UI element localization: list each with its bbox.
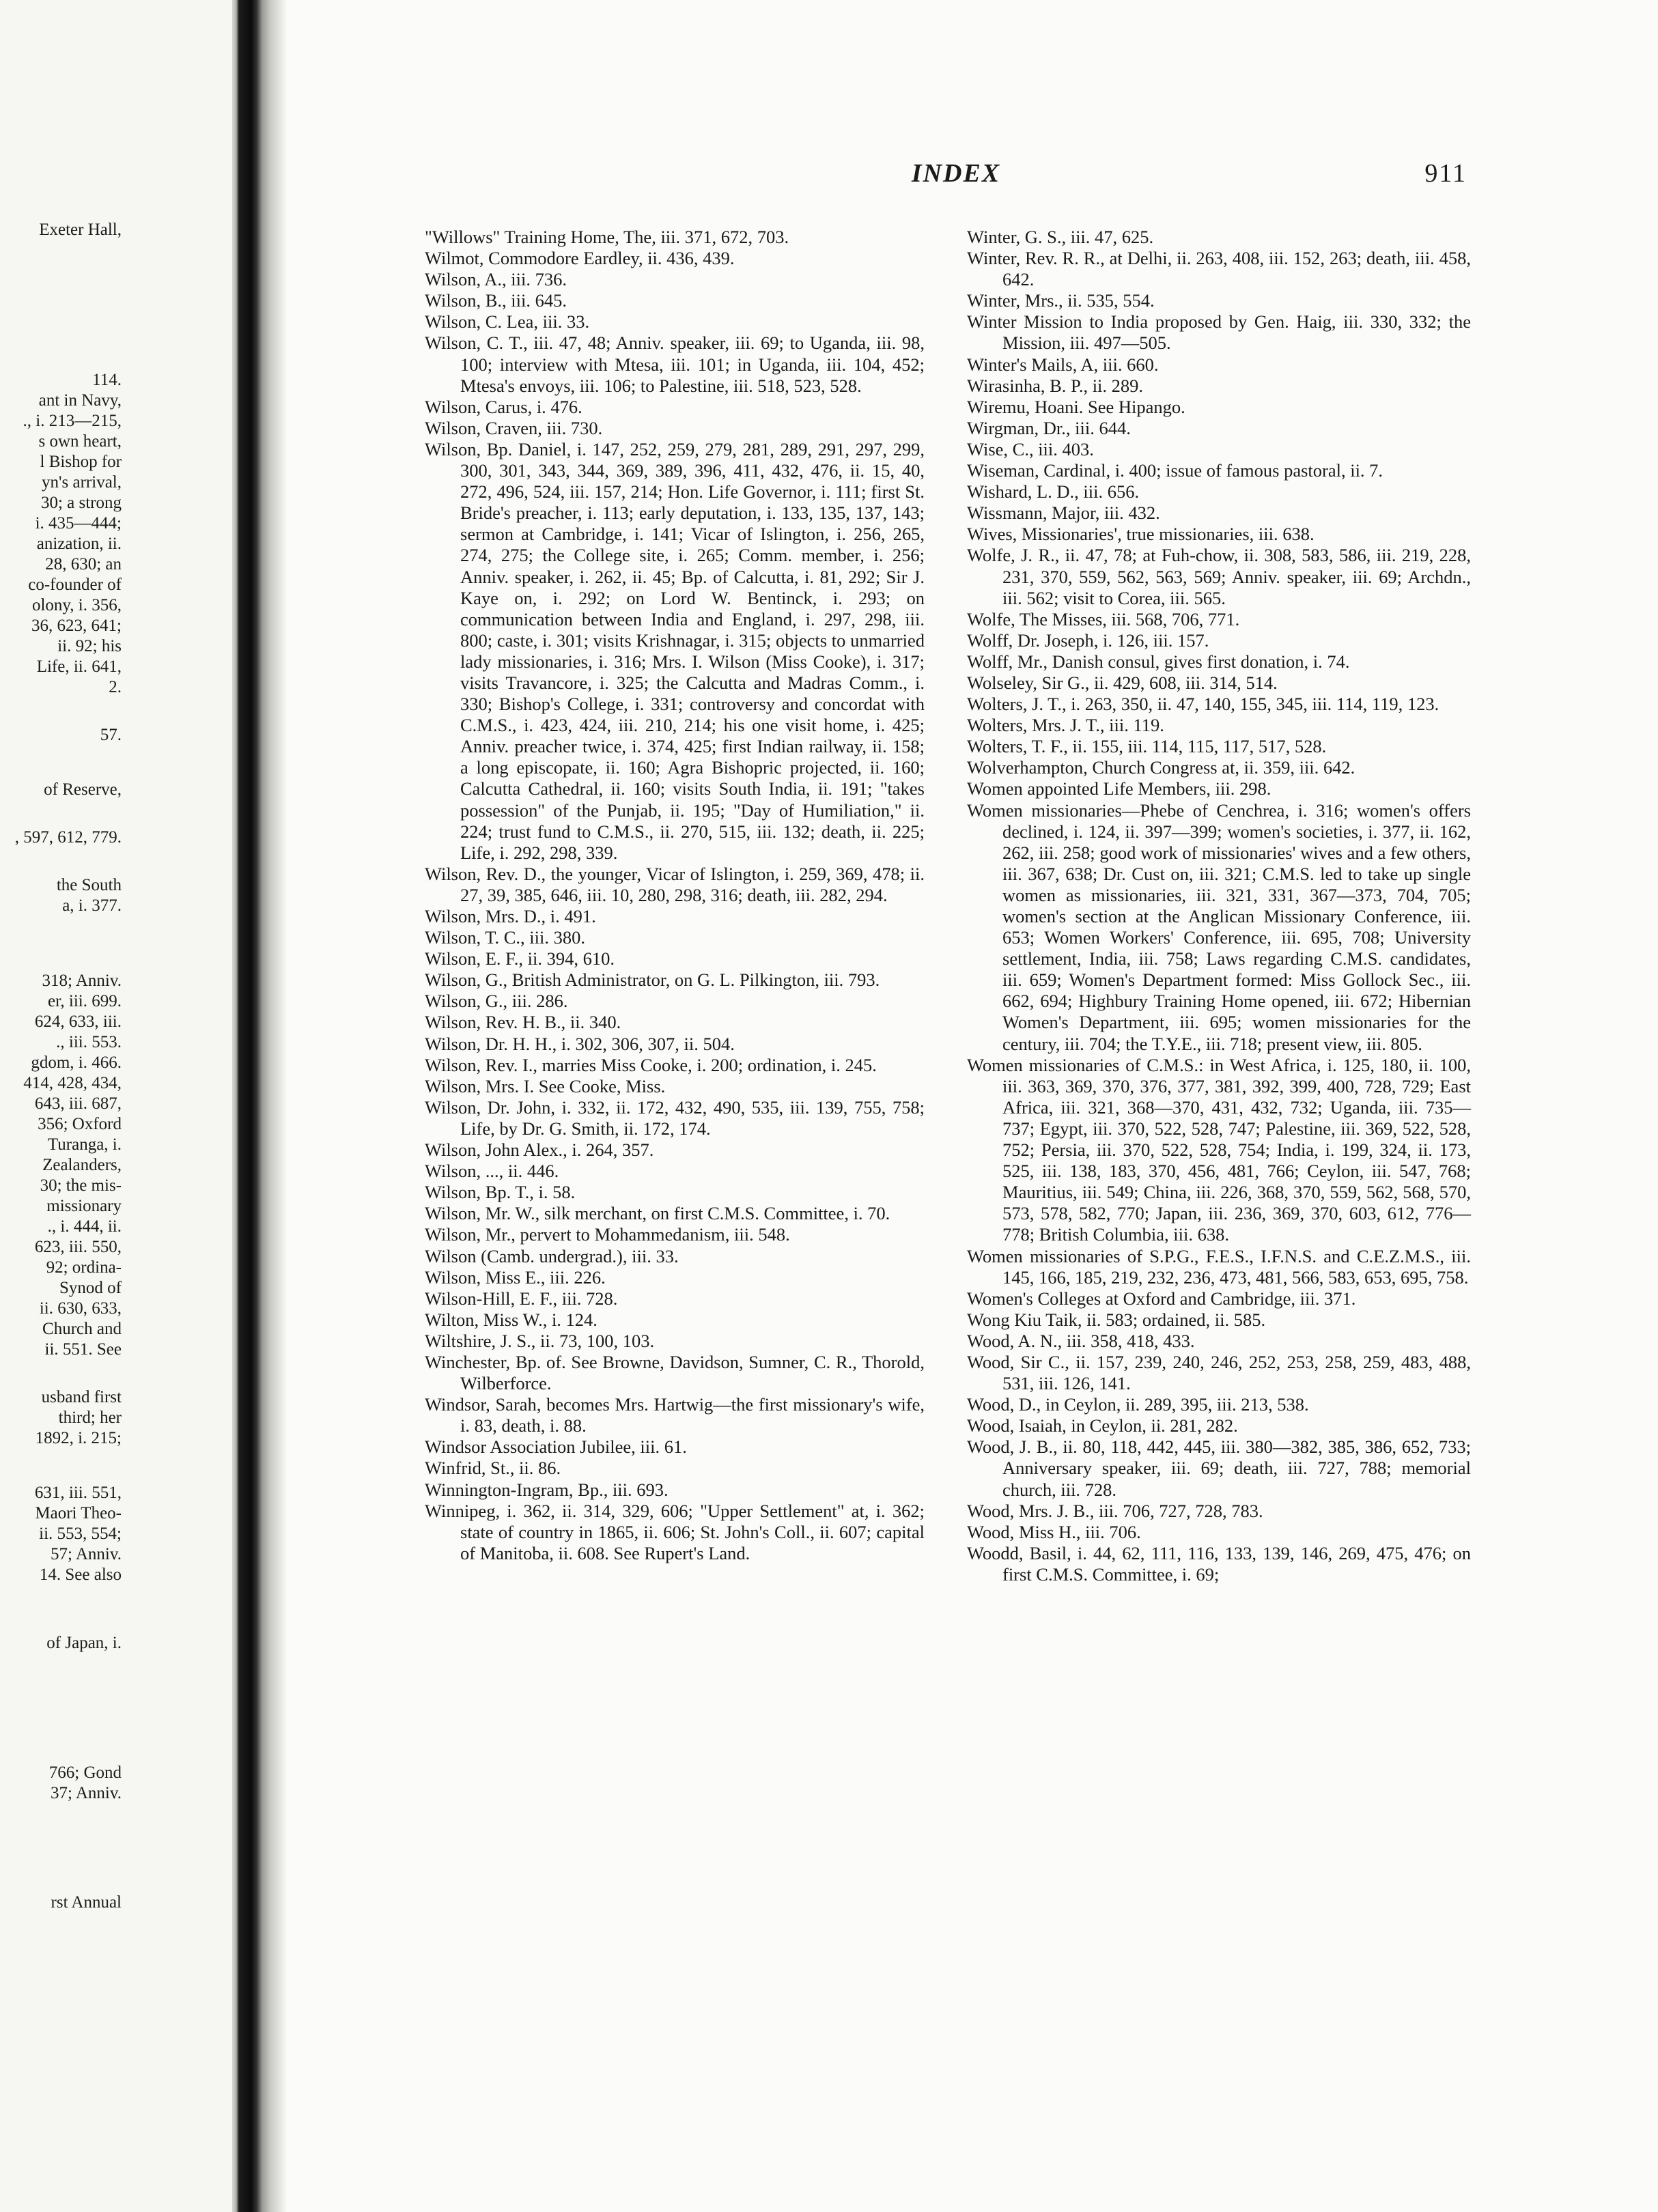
- facing-page-text: 36, 623, 641;: [31, 616, 122, 635]
- facing-page-text: 14. See also: [39, 1565, 122, 1584]
- index-entry: "Willows" Training Home, The, iii. 371, 672, 703.: [425, 227, 789, 247]
- index-entry: Wood, A. N., iii. 358, 418, 433.: [967, 1330, 1195, 1351]
- facing-page-text: missionary: [46, 1197, 122, 1215]
- index-entry: Women missionaries of C.M.S.: in West Africa, i. 125, 180, ii. 100, iii. 363, 369, 370, 376, 377, 381, 392, 399, 400, 728, 729; East Africa, iii. 321, 368—370, 431, 432, 732; Uganda, iii. 735—737; Egypt, iii. 370, 522, 528, 747; Palestine, iii. 369, 522, 528, 752; Persia, iii. 370, 522, 528, 754; India, i. 199, 324, ii. 173, 525, iii. 138, 183, 370, 456, 481, 766; Ceylon, iii. 547, 768; Mauritius, iii. 549; China, iii. 226, 368, 370, 559, 562, 568, 570, 573, 578, 582, 770; Japan, iii. 236, 369, 370, 603, 612, 776—778; British Columbia, iii. 638.: [967, 1054, 1471, 1245]
- facing-page-text: 356; Oxford: [38, 1115, 122, 1133]
- index-entry: Wilson, Rev. H. B., ii. 340.: [425, 1012, 621, 1033]
- index-column-right: [967, 227, 1471, 1585]
- index-entry: Wong Kiu Taik, ii. 583; ordained, ii. 585.: [967, 1309, 1266, 1330]
- facing-page-text: Life, ii. 641,: [36, 657, 122, 676]
- index-entry: Wilson, Mr., pervert to Mohammedanism, iii. 548.: [425, 1224, 790, 1245]
- facing-page-text: 114.: [92, 371, 122, 389]
- facing-page-text: 623, iii. 550,: [34, 1238, 122, 1256]
- facing-page-text: usband first: [41, 1388, 122, 1406]
- index-entry: Wilmot, Commodore Eardley, ii. 436, 439.: [425, 248, 735, 269]
- index-entry: Wolters, T. F., ii. 155, iii. 114, 115, 117, 517, 528.: [967, 736, 1327, 757]
- facing-page-text: 631, iii. 551,: [34, 1484, 122, 1502]
- index-entry: Wolfe, The Misses, iii. 568, 706, 771.: [967, 608, 1240, 629]
- facing-page-text: third; her: [58, 1408, 122, 1427]
- index-entry: Wilson, ..., ii. 446.: [425, 1161, 559, 1182]
- index-entry: Wiltshire, J. S., ii. 73, 100, 103.: [425, 1330, 655, 1351]
- index-entry: Wilson, Dr. John, i. 332, ii. 172, 432, 490, 535, iii. 139, 755, 758; Life, by Dr. G. Smith, ii. 172, 174.: [425, 1096, 925, 1139]
- index-entry: Wolfe, J. R., ii. 47, 78; at Fuh-chow, ii. 308, 583, 586, iii. 219, 228, 231, 370, 559, 562, 563, 569; Anniv. speaker, iii. 69; Archdn., iii. 562; visit to Corea, iii. 565.: [967, 545, 1471, 608]
- index-entry: Woodd, Basil, i. 44, 62, 111, 116, 133, 139, 146, 269, 475, 476; on first C.M.S. Committee, i. 69;: [967, 1542, 1471, 1585]
- book-gutter: [232, 0, 287, 2212]
- facing-page-text: ., i. 444, ii.: [47, 1217, 122, 1236]
- index-entry: Wolters, Mrs. J. T., iii. 119.: [967, 715, 1164, 736]
- facing-page-text: 30; a strong: [40, 494, 122, 512]
- facing-page-text: ., i. 213—215,: [23, 412, 122, 430]
- index-entry: Wilson, G., British Administrator, on G. L. Pilkington, iii. 793.: [425, 969, 880, 991]
- index-entry: Wilson, C. Lea, iii. 33.: [425, 311, 590, 332]
- facing-page-text: co-founder of: [28, 576, 122, 594]
- running-header-title: INDEX: [911, 159, 1001, 188]
- index-entry: Windsor, Sarah, becomes Mrs. Hartwig—the first missionary's wife, i. 83, death, i. 88.: [425, 1394, 925, 1436]
- index-entry: Wilson, Mr. W., silk merchant, on first C.M.S. Committee, i. 70.: [425, 1203, 890, 1224]
- index-entry: Winter, G. S., iii. 47, 625.: [967, 227, 1154, 247]
- facing-page-text: ii. 553, 554;: [39, 1525, 122, 1543]
- index-entry: Wolters, J. T., i. 263, 350, ii. 47, 140, 155, 345, iii. 114, 119, 123.: [967, 694, 1439, 715]
- facing-page-text: ii. 551. See: [44, 1340, 122, 1359]
- facing-page-text: Maori Theo-: [35, 1504, 122, 1522]
- index-entry: Women missionaries of S.P.G., F.E.S., I.F.N.S. and C.E.Z.M.S., iii. 145, 166, 185, 219, 232, 236, 473, 481, 566, 583, 653, 695, 758.: [967, 1245, 1471, 1288]
- index-entry: Wolff, Dr. Joseph, i. 126, iii. 157.: [967, 629, 1209, 651]
- index-entry: Winchester, Bp. of. See Browne, Davidson, Sumner, C. R., Thorold, Wilberforce.: [425, 1351, 925, 1394]
- facing-page-text: 57.: [100, 726, 122, 744]
- index-entry: Wiremu, Hoani. See Hipango.: [967, 396, 1185, 417]
- index-entry: Wilson, C. T., iii. 47, 48; Anniv. speaker, iii. 69; to Uganda, iii. 98, 100; interview with Mtesa, iii. 101; in Uganda, iii. 104, 452; Mtesa's envoys, iii. 106; to Palestine, iii. 518, 523, 528.: [425, 332, 925, 396]
- index-entry: Wilson, Rev. I., marries Miss Cooke, i. 200; ordination, i. 245.: [425, 1054, 877, 1075]
- facing-page-text: 766; Gond: [48, 1763, 122, 1782]
- index-entry: Women's Colleges at Oxford and Cambridge, iii. 371.: [967, 1288, 1356, 1309]
- index-entry: Wilson, Mrs. D., i. 491.: [425, 906, 596, 926]
- facing-page-text: gdom, i. 466.: [31, 1053, 122, 1072]
- facing-page-text: er, iii. 699.: [47, 992, 122, 1010]
- facing-page-text: Zealanders,: [42, 1156, 122, 1174]
- index-entry: Women missionaries—Phebe of Cenchrea, i. 316; women's offers declined, i. 124, ii. 397—399; women's societies, i. 377, ii. 162, 262, iii. 258; good work of missionaries' wives and a few others, iii. 367, 638; Dr. Cust on, iii. 321; C.M.S. led to take up single women as missionaries, iii. 321, 331, 367—373, 704, 705; women's section at the Anglican Missionary Conference, iii. 653; Women Workers' Conference, iii. 695, 708; University settlement, India, iii. 758; Laws regarding C.M.S. candidates, iii. 659; Women's Department formed: Miss Gollock Sec., iii. 662, 694; Highbury Training Home opened, iii. 672; Hibernian Women's Department, iii. 695; women missionaries for the century, iii. 704; the T.Y.E., iii. 718; present view, iii. 805.: [967, 799, 1471, 1054]
- index-entry: Winfrid, St., ii. 86.: [425, 1458, 561, 1479]
- index-entry: Winter, Mrs., ii. 535, 554.: [967, 290, 1155, 311]
- index-entry: Wiseman, Cardinal, i. 400; issue of famous pastoral, ii. 7.: [967, 460, 1383, 481]
- facing-page-text: 2.: [109, 678, 122, 696]
- facing-page-text: 28, 630; an: [45, 555, 122, 573]
- index-entry: Wood, J. B., ii. 80, 118, 442, 445, iii. 380—382, 385, 386, 652, 733; Anniversary speaker, iii. 69; death, iii. 727, 788; memorial church, iii. 728.: [967, 1436, 1471, 1500]
- facing-page-text: 37; Anniv.: [51, 1784, 122, 1802]
- index-entry: Wilson, Rev. D., the younger, Vicar of Islington, i. 259, 369, 478; ii. 27, 39, 385, 646, iii. 10, 280, 298, 316; death, iii. 282, 294.: [425, 863, 925, 905]
- index-entry: Wilson, G., iii. 286.: [425, 991, 568, 1012]
- index-entry: Wolff, Mr., Danish consul, gives first donation, i. 74.: [967, 651, 1350, 672]
- facing-page-text: ii. 92; his: [57, 637, 122, 655]
- index-entry: Wilson (Camb. undergrad.), iii. 33.: [425, 1245, 679, 1266]
- index-entry: Wood, Isaiah, in Ceylon, ii. 281, 282.: [967, 1415, 1238, 1436]
- facing-page-text: olony, i. 356,: [31, 596, 122, 614]
- index-entry: Wilson, T. C., iii. 380.: [425, 927, 585, 948]
- facing-page-text: 624, 633, iii.: [34, 1012, 122, 1031]
- facing-page-text: i. 435—444;: [35, 514, 122, 533]
- index-entry: Winnington-Ingram, Bp., iii. 693.: [425, 1479, 669, 1500]
- index-entry: Wilson, A., iii. 736.: [425, 269, 567, 290]
- index-column-left: [425, 227, 925, 1564]
- facing-page-text: 1892, i. 215;: [35, 1429, 122, 1447]
- facing-page-text: Turanga, i.: [47, 1135, 122, 1154]
- facing-page-text: l Bishop for: [40, 453, 122, 471]
- facing-page-text: of Reserve,: [44, 780, 122, 799]
- facing-page-fragment: [0, 0, 232, 2212]
- index-entry: Wirgman, Dr., iii. 644.: [967, 417, 1131, 438]
- facing-page-text: ii. 630, 633,: [39, 1299, 122, 1318]
- facing-page-text: 92; ordina-: [46, 1258, 122, 1277]
- index-entry: Wood, Mrs. J. B., iii. 706, 727, 728, 783.: [967, 1500, 1263, 1521]
- facing-page-text: 57; Anniv.: [51, 1545, 122, 1563]
- index-entry: Wilton, Miss W., i. 124.: [425, 1309, 598, 1330]
- facing-page-text: , 597, 612, 779.: [14, 828, 122, 847]
- index-entry: Wilson, Carus, i. 476.: [425, 396, 582, 417]
- facing-page-text: rst Annual: [51, 1893, 122, 1912]
- index-entry: Wives, Missionaries', true missionaries, iii. 638.: [967, 524, 1315, 545]
- index-entry: Winnipeg, i. 362, ii. 314, 329, 606; "Upper Settlement" at, i. 362; state of country in 1865, ii. 606; St. John's Coll., ii. 607; capital of Manitoba, ii. 608. See Rupert's Land.: [425, 1500, 925, 1563]
- facing-page-text: 30; the mis-: [40, 1176, 122, 1195]
- index-entry: Wishard, L. D., iii. 656.: [967, 481, 1140, 502]
- index-entry: Wilson, Bp. T., i. 58.: [425, 1182, 576, 1203]
- index-entry: Wilson, Mrs. I. See Cooke, Miss.: [425, 1075, 666, 1096]
- facing-page-text: 318; Anniv.: [42, 972, 122, 990]
- index-entry: Winter, Rev. R. R., at Delhi, ii. 263, 408, iii. 152, 263; death, iii. 458, 642.: [967, 248, 1471, 290]
- index-entry: Wilson, Dr. H. H., i. 302, 306, 307, ii. 504.: [425, 1033, 735, 1054]
- index-entry: Windsor Association Jubilee, iii. 61.: [425, 1436, 687, 1458]
- index-entry: Winter's Mails, A, iii. 660.: [967, 354, 1159, 375]
- index-entry: Wilson, Craven, iii. 730.: [425, 417, 603, 438]
- facing-page-text: a, i. 377.: [62, 896, 122, 915]
- facing-page-text: ant in Navy,: [38, 391, 122, 410]
- index-entry: Wood, D., in Ceylon, ii. 289, 395, iii. 213, 538.: [967, 1394, 1309, 1415]
- index-entry: Wolseley, Sir G., ii. 429, 608, iii. 314, 514.: [967, 672, 1278, 693]
- index-entry: Wilson-Hill, E. F., iii. 728.: [425, 1288, 618, 1309]
- index-entry: Wilson, Miss E., iii. 226.: [425, 1266, 606, 1288]
- facing-page-text: Church and: [42, 1320, 122, 1338]
- index-entry: Wood, Sir C., ii. 157, 239, 240, 246, 252, 253, 258, 259, 483, 488, 531, iii. 126, 141.: [967, 1351, 1471, 1394]
- facing-page-text: Exeter Hall,: [39, 221, 122, 239]
- index-entry: Wolverhampton, Church Congress at, ii. 359, iii. 642.: [967, 757, 1355, 778]
- index-entry: Wilson, B., iii. 645.: [425, 290, 567, 311]
- facing-page-text: Synod of: [59, 1279, 122, 1297]
- index-entry: Wise, C., iii. 403.: [967, 438, 1094, 459]
- index-entry: Wood, Miss H., iii. 706.: [967, 1521, 1141, 1542]
- facing-page-text: the South: [56, 876, 122, 894]
- index-entry: Winter Mission to India proposed by Gen. Haig, iii. 330, 332; the Mission, iii. 497—505.: [967, 311, 1471, 354]
- index-entry: Wilson, John Alex., i. 264, 357.: [425, 1139, 654, 1161]
- facing-page-text: s own heart,: [38, 432, 122, 451]
- index-entry: Women appointed Life Members, iii. 298.: [967, 778, 1271, 799]
- facing-page-text: yn's arrival,: [42, 473, 122, 492]
- index-entry: Wilson, E. F., ii. 394, 610.: [425, 948, 615, 969]
- index-entry: Wissmann, Major, iii. 432.: [967, 502, 1160, 524]
- page-number: 911: [1424, 159, 1467, 188]
- facing-page-text: 643, iii. 687,: [34, 1094, 122, 1113]
- facing-page-text: anization, ii.: [36, 535, 122, 553]
- index-entry: Wirasinha, B. P., ii. 289.: [967, 375, 1144, 396]
- facing-page-text: ., iii. 553.: [56, 1033, 122, 1051]
- index-entry: Wilson, Bp. Daniel, i. 147, 252, 259, 279, 281, 289, 291, 297, 299, 300, 301, 343, 344, 369, 389, 396, 411, 432, 476, ii. 15, 40, 272, 496, 524, iii. 157, 214; Hon. Life Governor, i. 111; first St. Bride's preacher, i. 113; early deputation, i. 133, 135, 137, 143; sermon at Cambridge, i. 141; Vicar of Islington, i. 256, 265, 274, 275; the College site, i. 265; Comm. member, i. 256; Anniv. speaker, i. 262, ii. 45; Bp. of Calcutta, i. 81, 292; Sir J. Kaye on, i. 292; on Lord W. Bentinck, i. 293; on communication between India and England, i. 297, 298, iii. 800; caste, i. 301; visits Krishnagar, i. 315; objects to unmarried lady missionaries, i. 316; Mrs. I. Wilson (Miss Cooke), i. 317; visits Travancore, i. 325; the Calcutta and Madras Comm., i. 330; Bishop's College, i. 331; controversy and concordat with C.M.S., i. 423, 424, iii. 210, 214; his one visit home, i. 425; Anniv. preacher twice, i. 374, 425; first Indian railway, ii. 158; a long episcopate, ii. 160; Agra Bishopric projected, ii. 160; Calcutta Cathedral, ii. 160; visits South India, ii. 191; "takes possession" of the Punjab, ii. 195; "Day of Humiliation," ii. 224; trust fund to C.M.S., ii. 270, 515, iii. 132; death, ii. 225; Life, i. 292, 298, 339.: [425, 438, 925, 863]
- facing-page-text: 414, 428, 434,: [23, 1074, 122, 1092]
- facing-page-text: of Japan, i.: [46, 1634, 122, 1652]
